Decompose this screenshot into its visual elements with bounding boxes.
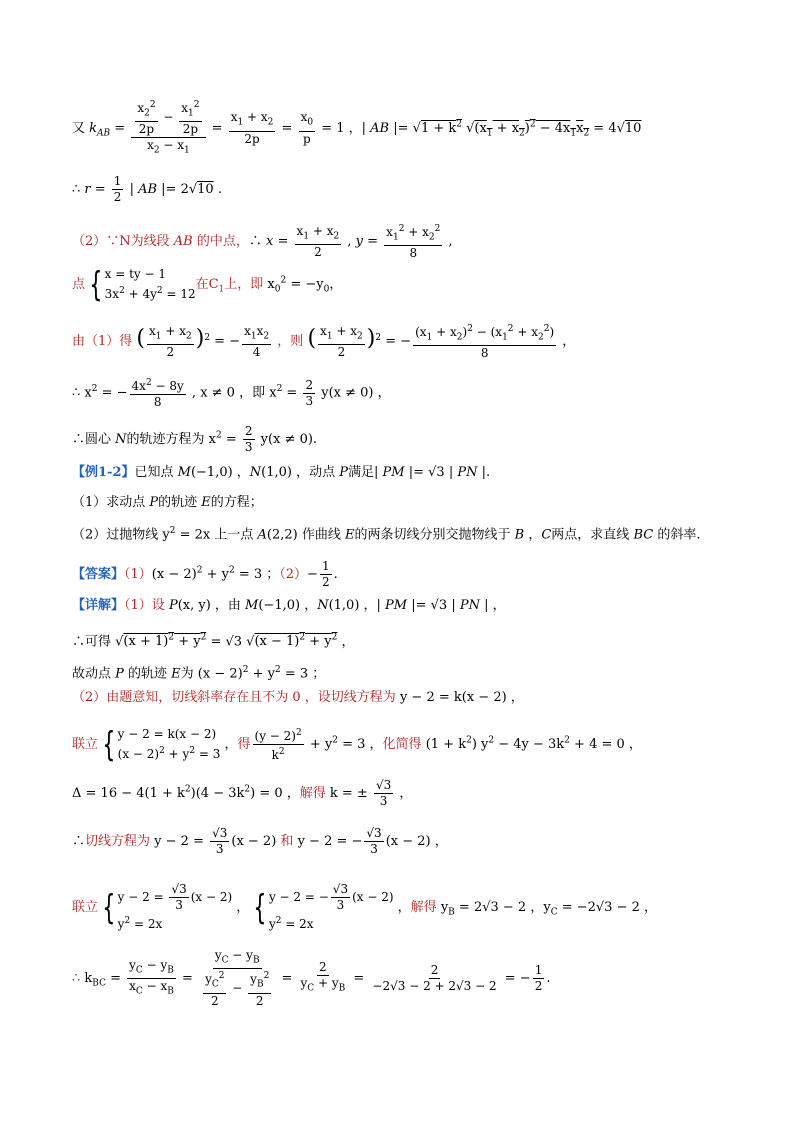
line-5: 由（1）得 ( $\frac{x_1 + x_2}{2}$ )$^2$ = − $\frac{x_1x_2}{4}$ ，则 ( $\frac{x_1 + x_2}{2}$ )$^2$ = − $\frac{(x_1 + x_2)^2 - (x_1^2 + x_2^2)}{8}$ ， bbox=[72, 323, 576, 361]
line-6: ∴ $x^2$ = − $\frac{4x^2 - 8y}{8}$ , x ≠ 0 ，即 $x^2$ = $\frac{2}{3}$ y(x ≠ 0) ， bbox=[72, 377, 391, 409]
line-3: （2）∵N为线段 AB 的中点，∴ x = $\frac{x_1 + x_2}{2}$ , y = $\frac{x_1^2 + x_2^2}{8}$ , bbox=[72, 223, 453, 261]
line-20: ∴ $k_{BC}$ = $\frac{y_C - y_B}{x_C - x_B}$ = $y_C - y_B$ $\frac{y_C^2}{2}$ − $\frac{y_B^2}{2}$ = $\frac{2}{y_C + y_B}$ = $\frac{2}{-2√3 - 2 + 2√3 - 2}$ = − $\frac{1}{2}$ . bbox=[72, 948, 551, 1008]
line-7: ∴圆心 N的轨迹方程为 $x^2$ = $\frac{2}{3}$ y(x ≠ 0). bbox=[72, 424, 318, 454]
line-11: 【答案】$(1)(x - 2)^2 + y^2 = 3$ ；（2）− $\frac{1}{2}$ . bbox=[72, 559, 338, 589]
line-17: $\Delta = 16 - 4(1 + k^2)(4 - 3k^2) = 0$ ，解得 k = ± $\frac{√3}{3}$ ， bbox=[72, 778, 413, 808]
line-1: 又 $k_{AB}$ = $\frac{x_2^2}{2p}$ − $\frac{x_1^2}{2p}$ $x_2 - x_1$ = $\frac{x_1 + x_2}{2p}$ = $\frac{x_0}{p}$ = 1 ，| AB |= $√1 + k^2$ $√(x_1 + x_2)^2 - 4x_1x_2 = 4√10$ bbox=[72, 100, 642, 156]
line-16: 联立 { y − 2 = k(x − 2) $(x - 2)^2 + y^2 = 3$ ，得 $\frac{(y - 2)^2}{k^2}$ + $y^2 = 3$ ，化简得 $(1 + k^2)$ $y^2 - 4y - 3k^2 + 4 = 0$ ， bbox=[72, 724, 642, 765]
line-10: （2）过抛物线 $y^2 = 2x$ 上一点 A(2,2) 作曲线 E的两条切线分别交抛物线于 B ，C两点，求直线 BC 的斜率. bbox=[72, 526, 701, 543]
line-14: 故动点 P 的轨迹 E为 $(x - 2)^2 + y^2 = 3$ ； bbox=[72, 665, 326, 682]
detail-label: 【详解】 bbox=[72, 598, 125, 613]
line-9: （1）求动点 P的轨迹 E的方程； bbox=[72, 495, 263, 510]
answer-label: 【答案】 bbox=[72, 567, 125, 582]
line-4: 点 { x = ty − 1 $3x^2 + 4y^2 = 12$ 在$C_1$上，即 $x_0^2 = -y_0$， bbox=[72, 264, 343, 305]
line-8: 【例1-2】已知点 M(−1,0) ，N(1,0) ，动点 P满足| PM |= √3 | PN |. bbox=[72, 465, 491, 480]
line-12: 【详解】（1）设 P(x, y) ，由 M(−1,0) ，N(1,0) ，| PM |= √3 | PN | ， bbox=[72, 598, 506, 613]
line-19: 联立 { y − 2 = $\frac{√3}{3}$ (x − 2) $y^2 = 2x$ ， { y − 2 = − $\frac{√3}{3}$ (x − 2) $y^2 = 2x$ ，解得 $y_B = 2√3 - 2$ ，$y_C = -2√3 - 2$ ， bbox=[72, 882, 658, 931]
line-13: ∴可得 $√(x + 1)^2 + y^2 = √3$ $√(x - 1)^2 + y^2$ ， bbox=[72, 633, 355, 650]
line-18: ∴切线方程为 y − 2 = $\frac{√3}{3}$ (x − 2) 和 y − 2 = − $\frac{√3}{3}$ (x − 2) ， bbox=[72, 826, 448, 856]
example-label: 【例1-2】 bbox=[72, 465, 135, 480]
line-15: （2）由题意知，切线斜率存在且不为 0 ，设切线方程为 y − 2 = k(x − 2) ， bbox=[72, 690, 524, 705]
line-2: ∴ r = $\frac{1}{2}$ | AB |= 2√10 . bbox=[72, 174, 222, 204]
